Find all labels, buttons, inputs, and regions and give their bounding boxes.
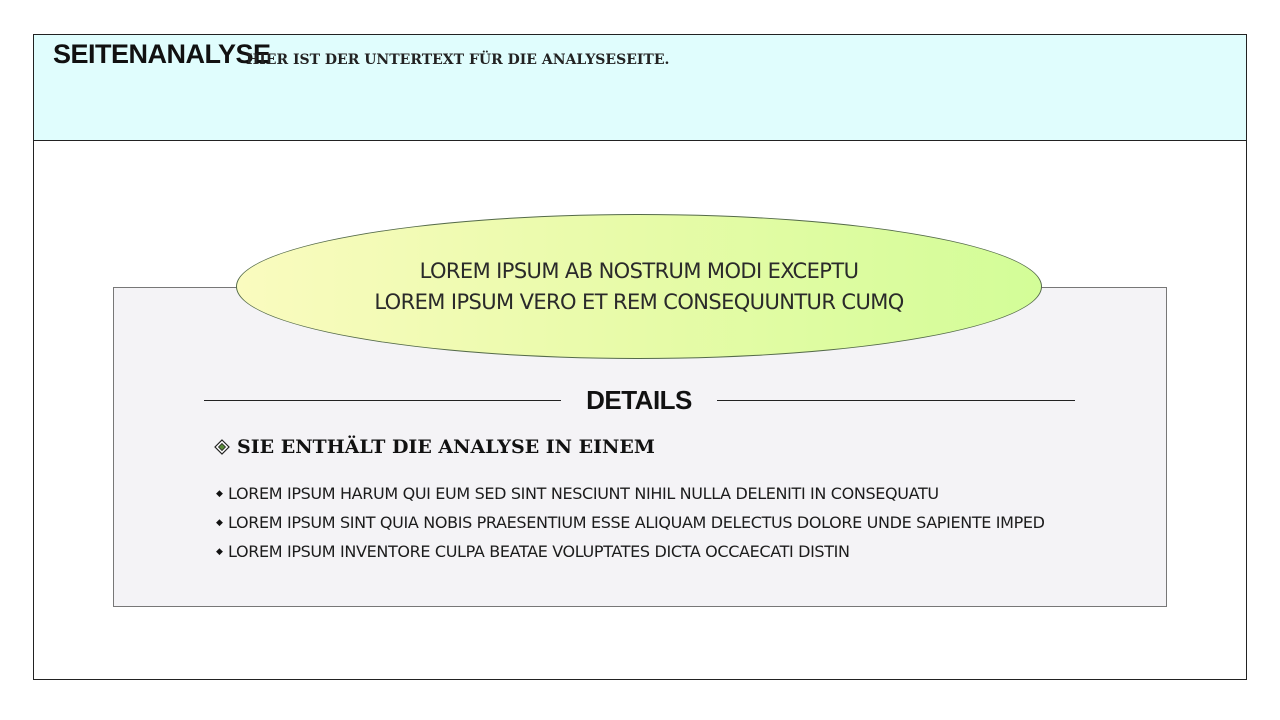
bullet-diamond-icon: ◆	[216, 546, 223, 557]
details-divider-right	[717, 400, 1075, 401]
highlight-ellipse	[236, 214, 1042, 359]
list-item	[216, 537, 1045, 566]
bullet-diamond-icon: ◆	[216, 517, 223, 528]
section-title: SIE ENTHÄLT DIE ANALYSE IN EINEM	[237, 436, 655, 458]
highlight-line-2: LOREM IPSUM VERO ET REM CONSEQUUNTUR CUMQ	[374, 289, 904, 314]
diamond-bullet-icon	[214, 439, 230, 455]
list-item-text: LOREM IPSUM HARUM QUI EUM SED SINT NESCIUNT NIHIL NULLA DELENITI IN CONSEQUATU	[228, 484, 939, 503]
list-item-text: LOREM IPSUM SINT QUIA NOBIS PRAESENTIUM ESSE ALIQUAM DELECTUS DOLORE UNDE SAPIENTE IMPED	[228, 513, 1045, 532]
page-subtitle: HIER IST DER UNTERTEXT FÜR DIE ANALYSESEITE.	[246, 52, 670, 68]
list-item	[216, 508, 1045, 537]
page-title: SEITENANALYSE	[53, 39, 271, 69]
highlight-line-1: LOREM IPSUM AB NOSTRUM MODI EXCEPTU	[419, 258, 859, 283]
bullet-list	[216, 479, 1045, 566]
details-divider-left	[204, 400, 561, 401]
details-heading: DETAILS	[586, 385, 692, 415]
bullet-diamond-icon: ◆	[216, 488, 223, 499]
section-header	[214, 436, 655, 458]
list-item	[216, 479, 1045, 508]
list-item-text: LOREM IPSUM INVENTORE CULPA BEATAE VOLUPTATES DICTA OCCAECATI DISTIN	[228, 542, 850, 561]
